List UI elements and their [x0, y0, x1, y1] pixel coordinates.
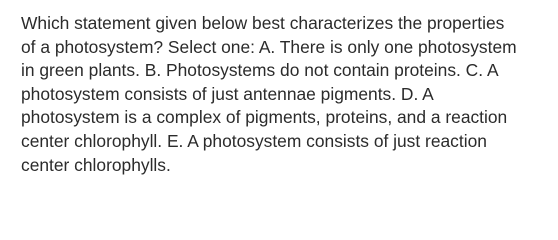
question-line: of a photosystem? Select one: A. There is only one photosystem: [21, 36, 517, 57]
question-line: photosystem consists of just antennae pigments. D. A: [21, 83, 434, 104]
question-text: [21, 12, 551, 177]
question-line: center chlorophylls.: [21, 154, 171, 175]
question-line: center chlorophyll. E. A photosystem consists of just reaction: [21, 130, 487, 151]
question-line: photosystem is a complex of pigments, proteins, and a reaction: [21, 107, 508, 128]
question-line: Which statement given below best characterizes the properties: [21, 13, 505, 33]
question-line: in green plants. B. Photosystems do not contain proteins. C. A: [21, 60, 499, 81]
